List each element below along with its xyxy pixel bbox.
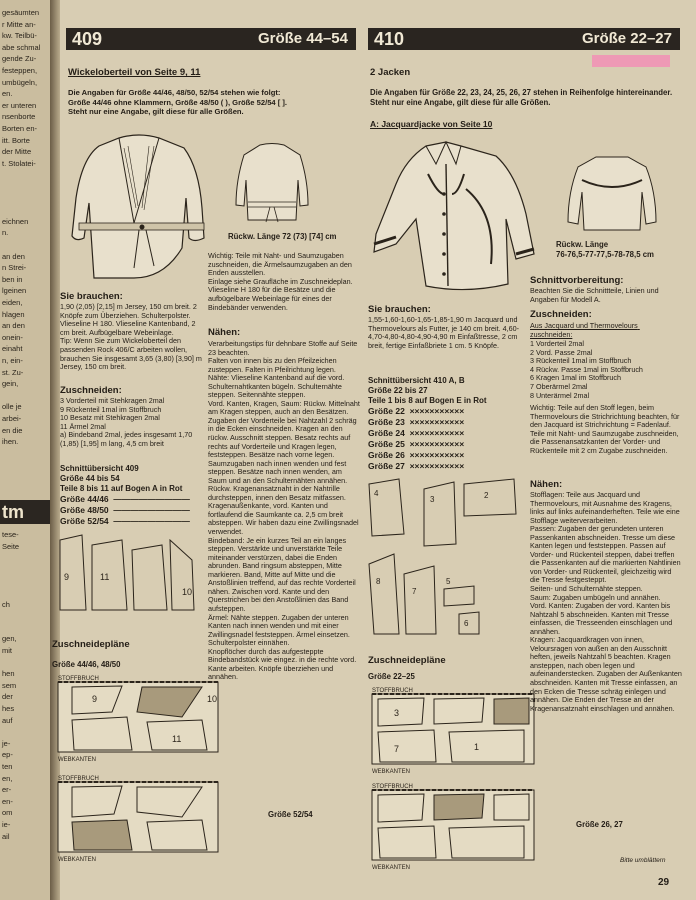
svg-text:5: 5 [446,577,451,586]
svg-text:3: 3 [430,495,435,504]
strip-line: t. Stolatei- [2,158,36,168]
svg-text:8: 8 [376,577,381,586]
overview-parts-409: Teile 8 bis 11 auf Bogen A in Rot [60,484,183,493]
overview-rows-409 [60,494,210,527]
strip-line: n. [2,228,9,238]
pattern-overview-410 [364,474,524,644]
need-title-409: Sie brauchen: [60,291,123,302]
prep-text-410: Beachten Sie die Schnittteile, Linien und Angaben für Modell A. [530,286,661,304]
strip-line: kw. Teilbü- [2,31,37,41]
svg-text:11: 11 [172,734,182,744]
intro-409: Die Angaben für Größe 44/46, 48/50, 52/54 stehen wie folgt: Größe 44/46 ohne Klammern, Größe 48/50 ( ), Größe 52/54 [ ]. Steht nur eine Angabe, gilt diese für alle Größen. [68,88,288,117]
strip-line: itt. Borte [2,135,30,145]
jacket-back-sketch [566,152,658,237]
cut-title-409: Zuschneiden: [60,385,122,396]
model-number-409: 409 [72,29,103,49]
list-item: Größe 26 ××××××××××× [368,450,465,460]
strip-line: n, ein- [2,356,23,365]
strip-line: onein- [2,332,23,342]
strip-line: mit [2,646,12,655]
strip-line: der [2,692,13,702]
list-item: Größe 22 ××××××××××× [368,406,465,416]
svg-text:9: 9 [64,572,70,582]
overview-sizes-409: Größe 44 bis 54 [60,474,120,483]
svg-text:6: 6 [464,619,469,628]
cut-list-410 [530,340,680,400]
list-item: Größe 27 ××××××××××× [368,461,465,471]
header-409 [66,28,356,50]
svg-text:7: 7 [412,587,417,596]
plans-size2-410: Größe 26, 27 [576,820,623,829]
strip-line: einaht [2,344,23,354]
svg-text:WEBKANTEN: WEBKANTEN [372,865,411,871]
naehen-title-410: Nähen: [530,479,563,490]
strip-line: je- [2,738,11,748]
list-item: a) Bindeband 2mal, jedes insgesamt 1,70 (1,85) [1,95] m lang, 4,5 cm breit [60,430,195,448]
svg-text:3: 3 [394,708,400,718]
strip-line: hlagen [2,309,25,319]
strip-line: en die [2,425,23,435]
back-length-410: Rückw. Länge 76-76,5-77-77,5-78-78,5 cm [556,240,654,259]
strip-tm-label: tm [0,500,50,524]
svg-text:7: 7 [394,744,400,754]
svg-text:2: 2 [484,491,489,500]
cutting-plan-410-a [364,684,540,776]
strip-line: ail [2,831,10,841]
list-item: 2 Vord. Passe 2mal [530,347,593,357]
strip-line: r Mitte an- [2,19,36,29]
cut-title-410: Zuschneiden: [530,309,592,320]
overview-rows-410 [368,406,528,472]
list-item: 6 Kragen 1mal im Stoffbruch [530,373,621,383]
page-gutter [50,0,60,900]
important-note-410: Wichtig: Teile auf den Stoff legen, beim Thermovelours die Strichrichtung beachten, für den Jacquard ist Strichrichtung = Fadenlauf. Teile mit Naht- und Saumzugabe zuschneiden, die Passenansatzkanten der Vorder- und Rückenteile mit 2 cm Zugabe zuschneiden. [530,403,682,455]
strip-line: n Strei- [2,263,27,273]
strip-line: er unteren [2,100,37,110]
strip-line: an den [2,251,25,261]
strip-line: ben in [2,274,23,284]
strip-line: en. [2,89,13,99]
svg-text:STOFFBRUCH: STOFFBRUCH [372,688,413,694]
strip-line: st. Zu- [2,367,24,377]
plans-size1-409: Größe 44/46, 48/50 [52,660,121,669]
strip-line: ep- [2,750,13,760]
cutting-plan-410-b [364,780,540,872]
pink-highlight [592,55,670,67]
strip-line: gende Zu- [2,54,37,64]
plans-size1-410: Größe 22–25 [368,672,415,681]
overview-title-409: Schnittübersicht 409 [60,464,139,473]
strip-line: ie- [2,820,11,829]
list-item: Größe 44/46 ————————— [60,494,190,504]
prep-title-410: Schnittvorbereitung: [530,275,624,286]
header-410 [368,28,680,50]
strip-line: arbei- [2,414,22,423]
model-number-410: 410 [374,29,405,49]
svg-text:9: 9 [92,694,98,704]
blouse-front-sketch [64,128,214,288]
strip-line: tese- [2,530,19,539]
svg-text:4: 4 [374,489,379,498]
size-range-410: Größe 22–27 [581,30,672,47]
list-item: 9 Rückenteil 1mal im Stoffbruch [60,404,162,414]
plans-title-410: Zuschneidepläne [368,655,446,666]
subtitle-410: A: Jacquardjacke von Seite 10 [370,119,493,129]
cutting-plan-409-b [52,772,222,864]
strip-line: lgeinen [2,286,27,296]
strip-line: auf [2,715,13,725]
strip-line: umbügeln, [2,77,38,87]
strip-line: der Mitte [2,147,32,157]
strip-line: eichnen [2,216,29,226]
strip-line: ten [2,762,13,771]
strip-line: olle je [2,402,22,412]
strip-line: eiden, [2,298,23,307]
naehen-title-409: Nähen: [208,327,241,338]
page-number: 29 [658,877,670,888]
list-item: 3 Vorderteil mit Stehkragen 2mal [60,396,165,405]
plans-title-409: Zuschneidepläne [52,639,130,650]
svg-text:11: 11 [100,572,110,582]
list-item: Größe 48/50 ————————— [60,505,190,515]
overview-title-410: Schnittübersicht 410 A, B [368,376,465,385]
need-text-410: 1,55-1,60-1,60-1,65-1,85-1,90 m Jacquard und Thermovelours als Futter, je 140 cm breit. 4,60-4,70-4,80-4,80-4,90-4,90 m Einfaßtresse, 2 cm breit, fertige Einfaßbriete 1 cm. 5 Knöpfe. [368,315,520,350]
svg-text:10: 10 [182,587,193,597]
list-item: 4 Rückw. Passe 1mal im Stoffbruch [530,364,643,374]
cutting-plan-409-a [52,672,222,764]
cut-sub-410: Aus Jacquard und Thermovelours zuschneiden: [530,321,640,339]
blouse-back-sketch [232,140,312,230]
list-item: Größe 52/54 ————————— [60,516,190,526]
size-range-409: Größe 44–54 [257,30,348,47]
strip-line: Seite [2,541,20,551]
strip-line: er- [2,785,12,795]
important-note-409: Wichtig: Teile mit Naht- und Saumzugaben zuschneiden, die Ärmelsaumzugaben an den Enden ausstellen. Einlage siehe Graufläche im Zuschneideplan. Vlieseline H 180 für die Besätze und die aufbügelbare Webeinlage für eines der Bindebänder verwenden. [208,251,353,312]
strip-line: en- [2,796,13,806]
svg-text:WEBKANTEN: WEBKANTEN [372,769,411,775]
pattern-overview-409 [52,530,202,615]
strip-line: ch [2,599,10,609]
strip-line: en, [2,773,13,783]
need-title-410: Sie brauchen: [368,304,431,315]
previous-page-strip [0,0,52,900]
list-item: 11 Ärmel 2mal [60,421,106,431]
strip-line: ihen. [2,437,19,447]
please-turn-note: Bitte umblättern [620,857,666,864]
cut-list-409 [60,397,205,449]
list-item: 10 Besatz mit Stehkragen 2mal [60,413,160,423]
plans-size2-409: Größe 52/54 [268,810,313,819]
overview-parts-410: Teile 1 bis 8 auf Bogen E in Rot [368,396,487,405]
title-409: Wickeloberteil von Seite 9, 11 [68,67,201,78]
strip-line: sem [2,680,17,690]
svg-text:STOFFBRUCH: STOFFBRUCH [58,676,99,682]
list-item: 3 Rückenteil 1mal im Stoffbruch [530,356,632,366]
strip-line: om [2,808,13,818]
svg-text:STOFFBRUCH: STOFFBRUCH [372,784,413,790]
strip-line: gen, [2,634,17,644]
list-item: 8 Unterärmel 2mal [530,390,590,400]
naehen-text-410: Stofflagen: Teile aus Jacquard und Thermovelours, mit Ausnahme des Kragens, links auf links aufeinanderheften. Teile wie eine Stofflage weiterverarbeiten. Passen: Zugaben der gerundeten unteren Passenkanten abschneiden. Tresse um diese Kanten legen und feststeppen. Passen auf Vorder- und Rückenteil steppen, dabei treffen die Passenkanten auf die markierten Nahtlinien von Vorder- und Rückenteil, gleichzeitig wird die Tresse festgesteppt. Seiten- und Schulternähte steppen. Saum: Zugaben umbügeln und annähen. Vord. Kanten: Zugaben der vord. Kanten bis Nahtzahl 5 abschneiden. Kanten mit Tresse einfassen, die Tresseenden einschlagen und annähen. Kragen: Jacquardkragen von innen, Veloursragen von außen an den Ausschnitt heften, jeweils Nahtzahl 5 beachten. Kragen ansteppen, nach oben legen und aufeinanderstecken. Zugaben der Außenkanten abschneiden. Kanten mit Tresse einfassen, an den Ecken die Tresse schräg einlegen und annähen. Die Enden der Tresse an der Kragenansatznaht einschlagen und annähen. [530,490,682,713]
title-410: 2 Jacken [370,67,411,78]
list-item: Größe 23 ××××××××××× [368,417,465,427]
need-text-409: 1,90 (2,05) [2,15] m Jersey, 150 cm breit. 2 Knöpfe zum Überziehen. Schulterpolster. Vlieseline H 180. Vlieseline Kantenband, 2 cm breit. Aufbügelbare Webeinlage. Tip: Wenn Sie zum Wickeloberteil den passenden Rock 406/C arbeiten wollen, brauchen Sie insgesamt 3,65 (3,80) [3,90] m Jersey, 150 cm breit. [60,302,202,372]
strip-line: festeppen, [2,66,38,75]
strip-line: Borten en- [2,124,38,133]
intro-410: Die Angaben für Größe 22, 23, 24, 25, 26, 27 stehen in Reihenfolge hintereinander. Steht nur eine Angabe, gilt diese für alle Größen. [370,88,675,107]
strip-line: nsenborte [2,112,36,122]
strip-line: gesäumten [2,8,40,17]
list-item: Größe 25 ××××××××××× [368,439,465,449]
overview-sizes-410: Größe 22 bis 27 [368,386,428,395]
svg-text:1: 1 [474,742,480,752]
list-item: 7 Oberärmel 2mal [530,381,588,391]
list-item: 1 Vorderteil 2mal [530,339,584,348]
svg-text:10: 10 [207,694,218,704]
svg-text:WEBKANTEN: WEBKANTEN [58,857,97,863]
strip-line: gein, [2,379,19,389]
svg-text:STOFFBRUCH: STOFFBRUCH [58,776,99,782]
strip-line: hen [2,669,15,679]
jacket-front-sketch [366,134,541,299]
back-length-409: Rückw. Länge 72 (73) [74] cm [228,232,337,241]
strip-line: hes [2,704,15,713]
svg-text:WEBKANTEN: WEBKANTEN [58,757,97,763]
strip-line: abe schmal [2,42,41,52]
strip-line: an den [2,321,25,331]
list-item: Größe 24 ××××××××××× [368,428,465,438]
naehen-text-409: Verarbeitungstips für dehnbare Stoffe auf Seite 23 beachten. Falten von innen bis zu den Pfeilzeichen zusteppen. Falten in Pfeilrichtung legen. Nähte: Vlieseline Kantenband auf die vord. Schulternahtkanten bügeln. Schulternähte steppen. Seitennähte steppen. Vord. Kanten, Kragen, Saum: Rückw. Mittelnaht am Kragen steppen, auch an den Besätzen. Zugaben der Vorderteile bei Nahtzahl 2 schräg in die Ecken einschneiden. Kragen an den rückw. Ausschnitt steppen. Besatz rechts auf rechts auf Vorderteile und Kragen legen, feststeppen. Besätze nach vorne legen. Saumzugaben nach innen wenden und fest steppen. Besätze nach innen wenden, am Saum und an den Schulternähten annähen. Rückw. Kragenansatznaht in der Nahtrille durchsteppen, innen den Besatz mitfassen. Kragenaußenkante, vord. Kanten und fortlaufend die Saumkante ca. 2,5 cm breit absteppen. Wir haben dazu eine Zwillingsnadel verwendet. Bindeband: Je ein kurzes Teil an ein langes steppen. Verstärkte und unverstärkte Teile miteinander verstürzen, dabei die Enden abrunden. Band ringsum absteppen, Mitte markieren. Band, Mitte auf Mitte und die Anstoßlinien treffend, auf das rechte Vorderteil nähen. Zwischen vord. Kante und den Querstrichen bei den Anstoßlinien das Band aufsteppen. Ärmel: Nähte steppen. Zugaben der unteren Kanten nach innen wenden und mit einer Zwillingsnadel feststeppen. Ärmel einsetzen. Schulterpolster einnähen. Knopflöcher durch das aufgesteppte Bindebandstück wie eingez. in die rechte vord. Kante arbeiten. Knöpfe überziehen und annähen. [208,339,360,682]
